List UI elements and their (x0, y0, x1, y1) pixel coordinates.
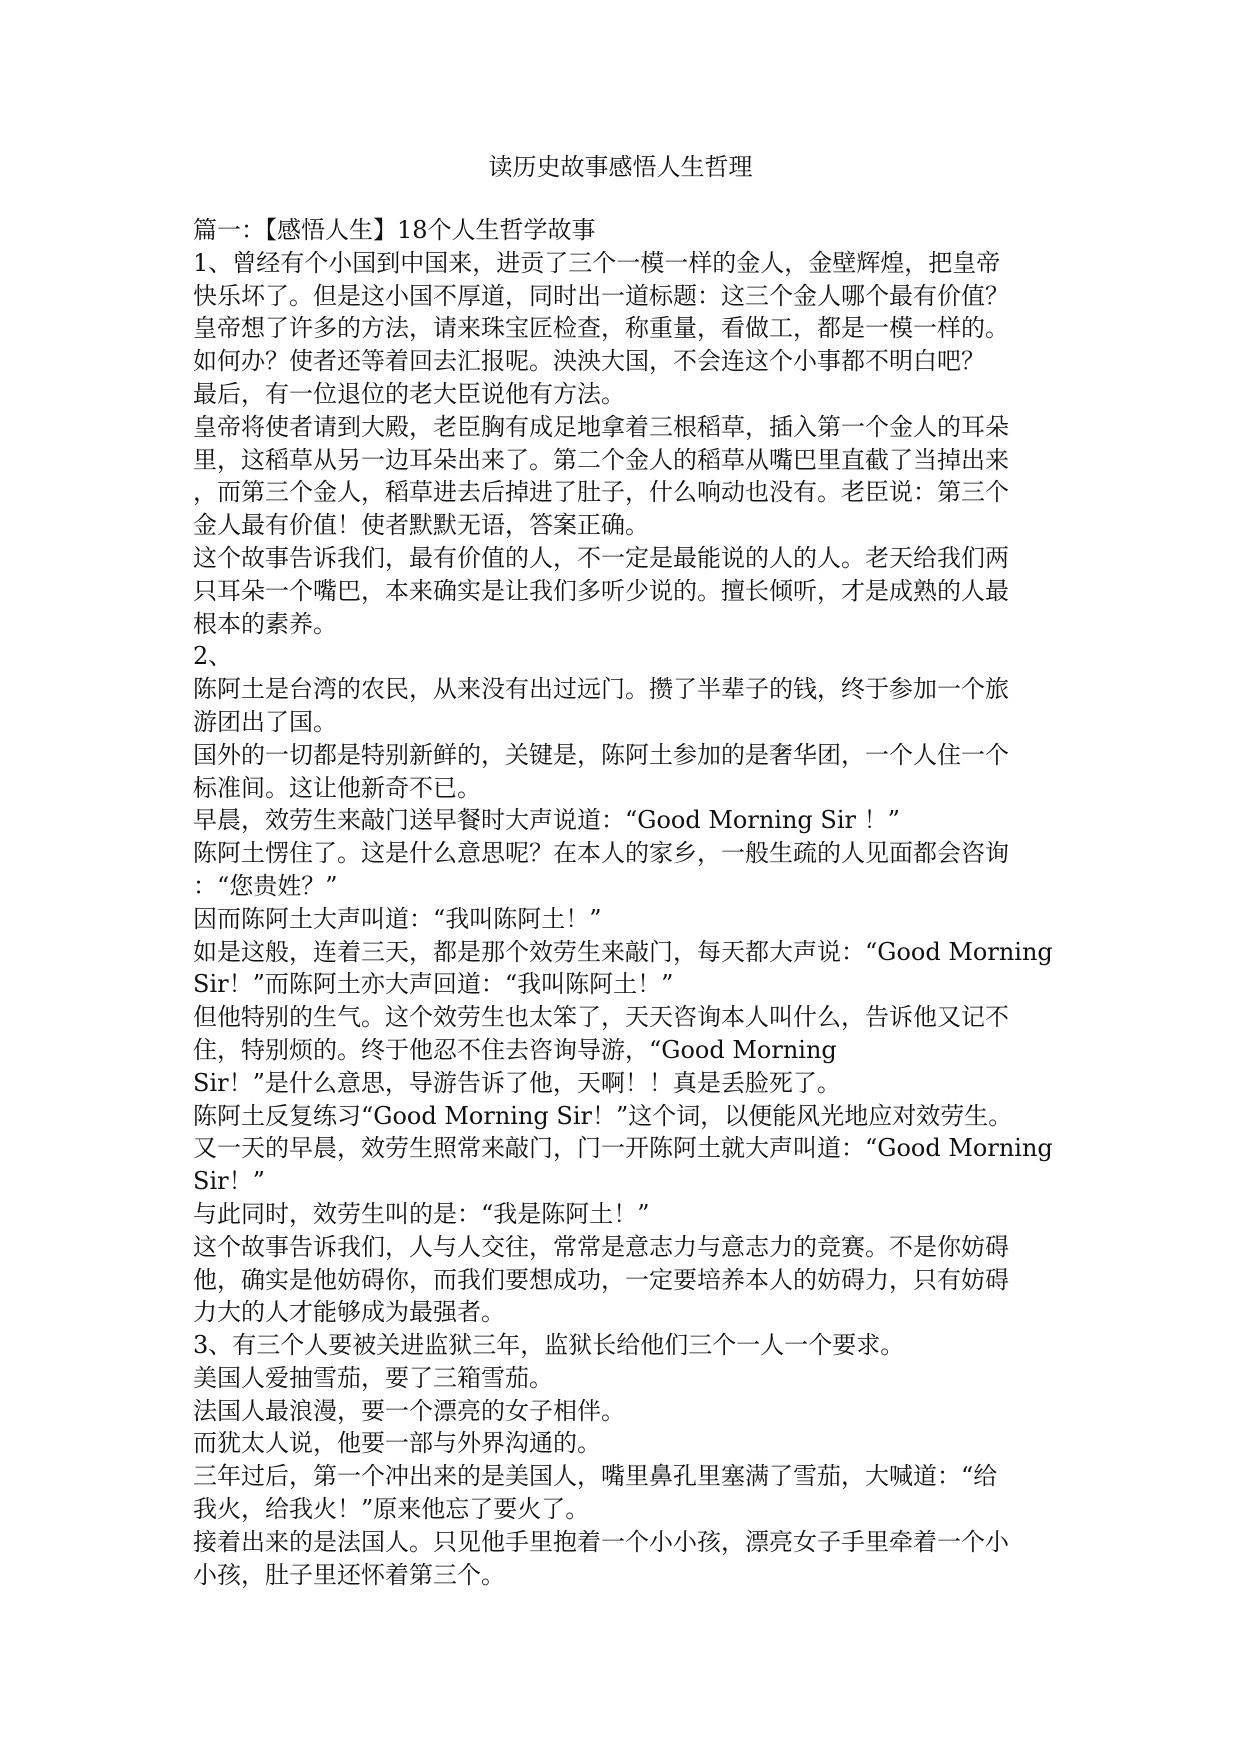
text-line: 陈阿土愣住了。这是什么意思呢？在本人的家乡，一般生疏的人见面都会咨询 (193, 839, 1009, 868)
text-line: 快乐坏了。但是这小国不厚道，同时出一道标题：这三个金人哪个最有价值？ (193, 281, 1009, 310)
text-line: 最后，有一位退位的老大臣说他有方法。 (193, 379, 625, 408)
text-line: 如何办？使者还等着回去汇报呢。泱泱大国，不会连这个小事都不明白吧？ (193, 347, 985, 376)
text-line: Sir！”而陈阿土亦大声回道：“我叫陈阿土！” (193, 970, 674, 999)
text-line: 接着出来的是法国人。只见他手里抱着一个小小孩，漂亮女子手里牵着一个小 (193, 1527, 1009, 1556)
text-line: 国外的一切都是特别新鲜的，关键是，陈阿土参加的是奢华团，一个人住一个 (193, 740, 1009, 769)
text-line: 因而陈阿土大声叫道：“我叫陈阿土！” (193, 904, 602, 933)
text-line: 早晨，效劳生来敲门送早餐时大声说道：“Good Morning Sir ！” (193, 806, 900, 835)
text-line: 1、曾经有个小国到中国来，进贡了三个一模一样的金人，金壁辉煌，把皇帝 (193, 248, 1001, 277)
text-line: 3、有三个人要被关进监狱三年，监狱长给他们三个一人一个要求。 (193, 1331, 905, 1360)
text-line: Sir！” (193, 1167, 265, 1196)
text-line: 但他特别的生气。这个效劳生也太笨了，天天咨询本人叫什么，告诉他又记不 (193, 1003, 1009, 1032)
text-line: 他，确实是他妨碍你，而我们要想成功，一定要培养本人的妨碍力，只有妨碍 (193, 1265, 1009, 1294)
text-line: 力大的人才能够成为最强者。 (193, 1298, 505, 1327)
text-line: 陈阿土是台湾的农民，从来没有出过远门。攒了半辈子的钱，终于参加一个旅 (193, 675, 1009, 704)
page-title: 读历史故事感悟人生哲理 (488, 153, 753, 181)
text-line: 皇帝将使者请到大殿，老臣胸有成足地拿着三根稻草，插入第一个金人的耳朵 (193, 412, 1009, 441)
text-line: 与此同时，效劳生叫的是：“我是陈阿土！” (193, 1199, 650, 1228)
text-line: 我火，给我火！”原来他忘了要火了。 (193, 1495, 590, 1524)
text-line: 这个故事告诉我们，人与人交往，常常是意志力与意志力的竞赛。不是你妨碍 (193, 1232, 1009, 1261)
text-line: 金人最有价值！使者默默无语，答案正确。 (193, 511, 649, 540)
text-line: 只耳朵一个嘴巴，本来确实是让我们多听少说的。擅长倾听，才是成熟的人最 (193, 576, 1009, 605)
text-line: 住，特别烦的。终于他忍不住去咨询导游，“Good Morning (193, 1035, 837, 1064)
text-line: Sir！”是什么意思，导游告诉了他，天啊！！真是丢脸死了。 (193, 1068, 841, 1097)
text-line: 这个故事告诉我们，最有价值的人，不一定是最能说的人的人。老天给我们两 (193, 543, 1009, 572)
text-line: 如是这般，连着三天，都是那个效劳生来敲门，每天都大声说：“Good Morning (193, 937, 1053, 966)
text-line: 三年过后，第一个冲出来的是美国人，嘴里鼻孔里塞满了雪茄，大喊道：“给 (193, 1462, 998, 1491)
text-line: 陈阿土反复练习“Good Morning Sir！”这个词，以便能风光地应对效劳生。 (193, 1101, 1013, 1130)
text-line: 小孩，肚子里还怀着第三个。 (193, 1560, 505, 1589)
text-line: 标准间。这让他新奇不已。 (193, 773, 481, 802)
text-line: 游团出了国。 (193, 707, 337, 736)
text-line: 又一天的早晨，效劳生照常来敲门，门一开陈阿土就大声叫道：“Good Morning (193, 1134, 1053, 1163)
text-line: 2、 (193, 642, 233, 671)
text-line: 皇帝想了许多的方法，请来珠宝匠检查，称重量，看做工，都是一模一样的。 (193, 314, 1009, 343)
text-line: 美国人爱抽雪茄，要了三箱雪茄。 (193, 1363, 553, 1392)
text-line: 根本的素养。 (193, 609, 337, 638)
text-line: 篇一：【感悟人生】18个人生哲学故事 (193, 216, 596, 244)
document-body (193, 214, 1063, 1591)
text-line: ：“您贵姓？” (193, 871, 338, 900)
text-line: 法国人最浪漫，要一个漂亮的女子相伴。 (193, 1396, 625, 1425)
text-line: 里，这稻草从另一边耳朵出来了。第二个金人的稻草从嘴巴里直截了当掉出来 (193, 445, 1009, 474)
text-line: ，而第三个金人，稻草进去后掉进了肚子，什么响动也没有。老臣说：第三个 (193, 478, 1009, 507)
text-line: 而犹太人说，他要一部与外界沟通的。 (193, 1429, 601, 1458)
